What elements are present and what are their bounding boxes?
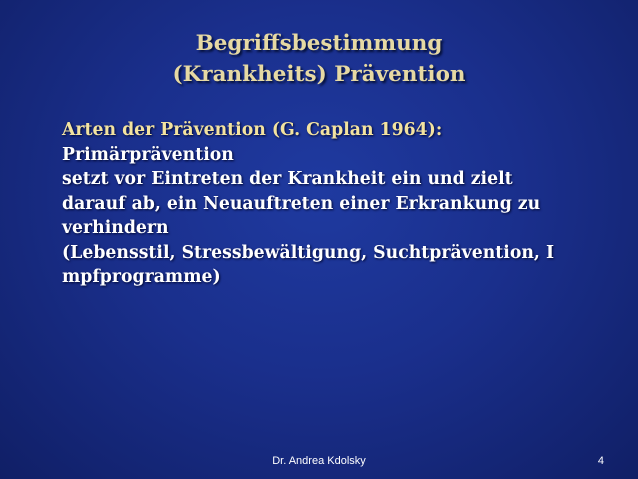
content-heading: Arten der Prävention (G. Caplan 1964):: [62, 120, 443, 140]
slide-title-line-1: Begriffsbestimmung: [195, 31, 443, 56]
content-body-line: (Lebensstil, Stressbewältigung, Suchtprävention, I: [62, 242, 555, 263]
content-body-line: verhindern: [62, 218, 169, 238]
content-body-line: darauf ab, ein Neuauftreten einer Erkrankung zu: [62, 193, 541, 214]
slide-title-line-2: (Krankheits) Prävention: [172, 62, 466, 87]
slide-content: [62, 118, 618, 290]
footer-page-number: 4: [597, 455, 604, 467]
footer-author: Dr. Andrea Kdolsky: [272, 455, 366, 467]
content-subheading: Primärprävention: [62, 144, 234, 165]
content-body-line: mpfprogramme): [62, 267, 221, 287]
slide-title: [0, 28, 638, 90]
content-body-line: setzt vor Eintreten der Krankheit ein und zielt: [62, 169, 513, 189]
